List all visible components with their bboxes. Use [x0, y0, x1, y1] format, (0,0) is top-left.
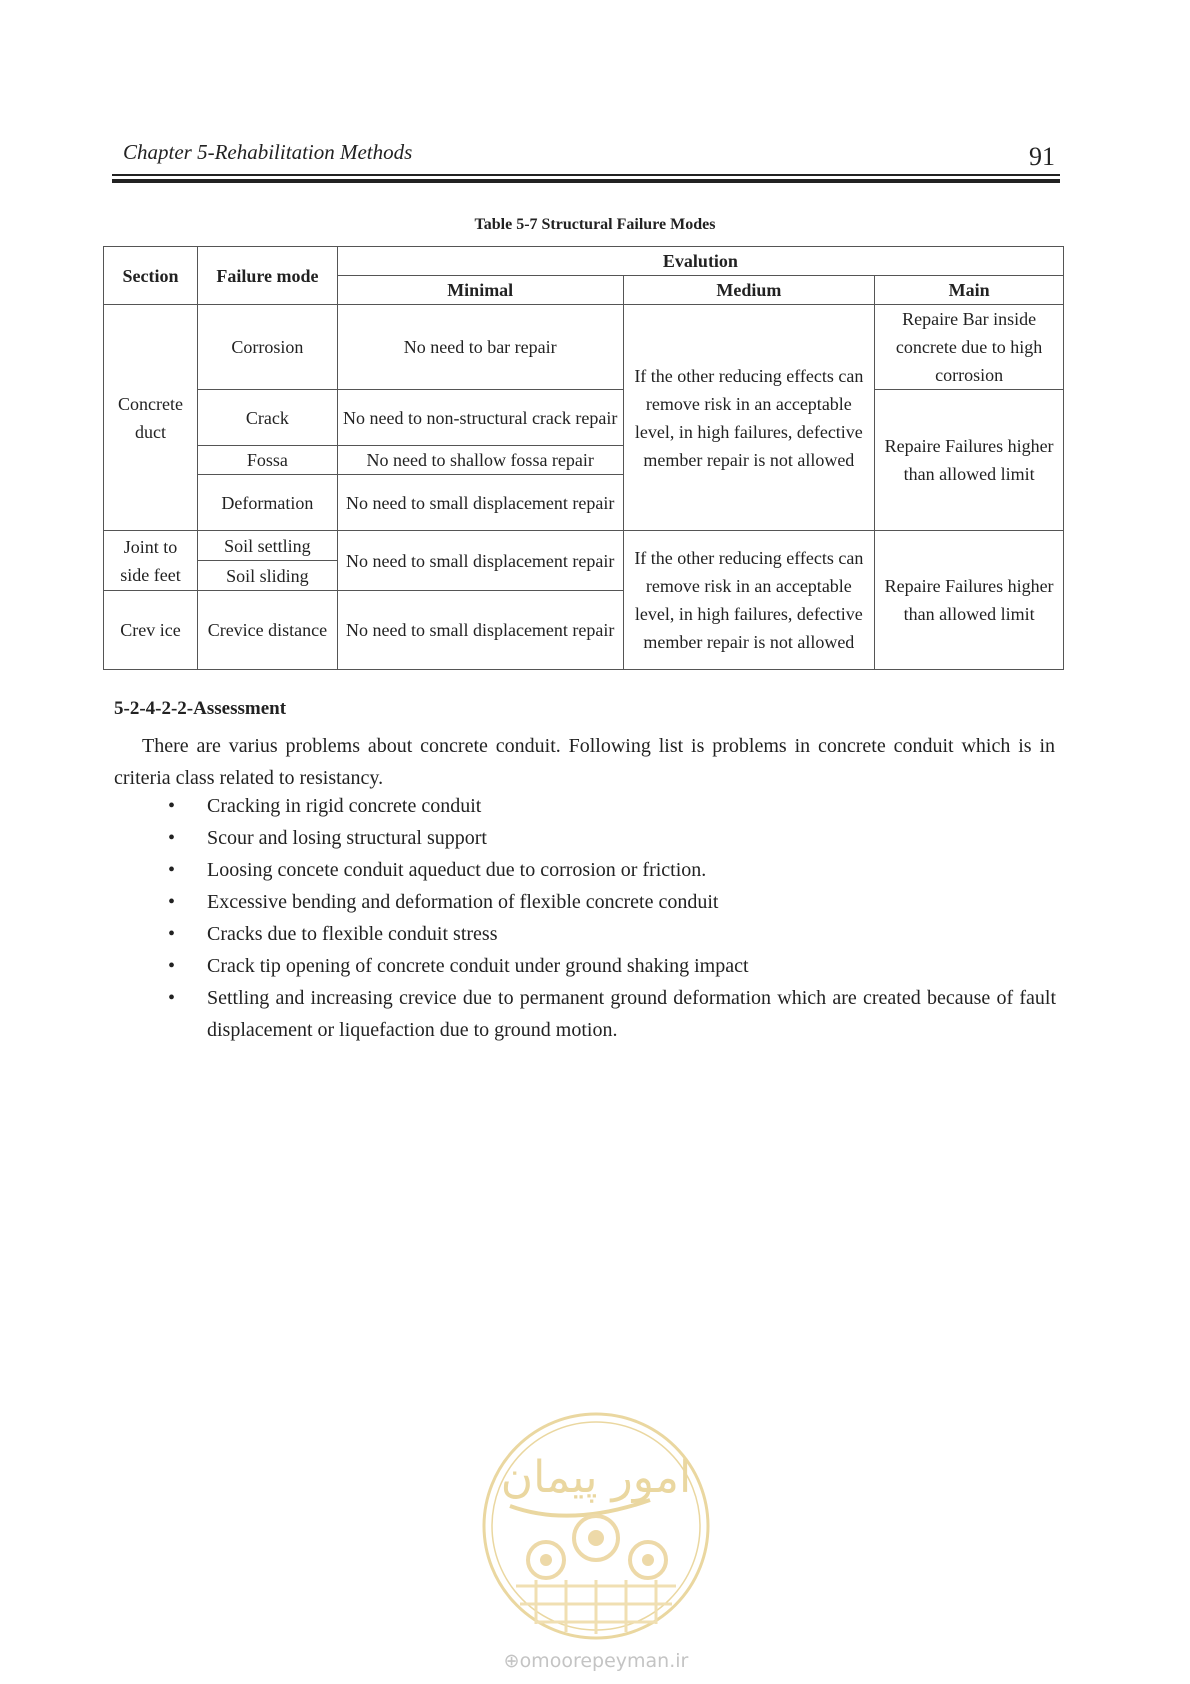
failure-modes-table: [103, 246, 1064, 670]
main-lower: Repaire Failures higher than allowed limit: [875, 531, 1064, 670]
seal-logo-text: امور پیمان: [500, 1452, 692, 1503]
mode-fossa: Fossa: [197, 446, 337, 475]
list-item-text: Cracks due to flexible conduit stress: [207, 923, 498, 945]
header-section: Section: [104, 247, 198, 305]
bullet-icon: •: [168, 923, 176, 945]
chapter-title: Chapter 5-Rehabilitation Methods: [123, 140, 413, 164]
list-item: [168, 886, 1056, 918]
header-rule-thick: [112, 179, 1060, 183]
list-item-text: Scour and losing structural support: [207, 827, 487, 849]
mode-crack: Crack: [197, 390, 337, 446]
assessment-heading: 5-2-4-2-2-Assessment: [114, 698, 287, 719]
mode-deformation: Deformation: [197, 475, 337, 531]
list-item-text: Settling and increasing crevice due to permanent ground deformation which are created because of fault displacement or liquefaction due to ground motion.: [207, 987, 1056, 1041]
watermark-site: [490, 1650, 702, 1672]
mode-soil-settling: Soil settling: [197, 531, 337, 561]
bullet-icon: •: [168, 859, 176, 881]
minimal-fossa: No need to shallow fossa repair: [337, 446, 623, 475]
mode-soil-sliding: Soil sliding: [197, 561, 337, 591]
list-item: [168, 854, 1056, 886]
header-evaluation: Evalution: [337, 247, 1063, 276]
page-header: [115, 138, 1055, 178]
watermark-site-text: omoorepeyman.ir: [519, 1650, 689, 1672]
bullet-icon: •: [168, 891, 176, 913]
list-item-text: Crack tip opening of concrete conduit under ground shaking impact: [207, 955, 749, 977]
bullet-icon: •: [168, 827, 176, 849]
section-crevice: Crev ice: [104, 591, 198, 670]
main-corrosion: Repaire Bar inside concrete due to high corrosion: [875, 305, 1064, 390]
mode-corrosion: Corrosion: [197, 305, 337, 390]
minimal-corrosion: No need to bar repair: [337, 305, 623, 390]
list-item-text: Loosing concete conduit aqueduct due to corrosion or friction.: [207, 859, 707, 881]
list-item-text: Cracking in rigid concrete conduit: [207, 795, 482, 817]
table-caption: Table 5-7 Structural Failure Modes: [474, 216, 716, 233]
mode-crevice-distance: Crevice distance: [197, 591, 337, 670]
list-item: [168, 790, 1056, 822]
page-number: 91: [1029, 142, 1055, 171]
main-concrete-duct-other: Repaire Failures higher than allowed limit: [875, 390, 1064, 531]
list-item-text: Excessive bending and deformation of flexible concrete conduit: [207, 891, 719, 913]
bullet-icon: •: [168, 987, 176, 1009]
header-rule-thin: [112, 174, 1060, 176]
list-item: [168, 918, 1056, 950]
header-failure-mode: Failure mode: [197, 247, 337, 305]
minimal-deformation: No need to small displacement repair: [337, 475, 623, 531]
assessment-intro: There are varius problems about concrete conduit. Following list is problems in concrete conduit which is in criteria class related to resistancy.: [114, 735, 1055, 789]
globe-icon: ⊕: [503, 1650, 520, 1672]
section-joint: Joint to side feet: [104, 531, 198, 591]
bullet-icon: •: [168, 795, 176, 817]
header-minimal: Minimal: [337, 276, 623, 305]
list-item: [168, 822, 1056, 854]
bullet-icon: •: [168, 955, 176, 977]
section-concrete-duct: Concrete duct: [104, 305, 198, 531]
medium-concrete-duct: If the other reducing effects can remove risk in an acceptable level, in high failures, defective member repair is not allowed: [623, 305, 875, 531]
list-item: [168, 982, 1056, 1046]
problem-list: [168, 790, 1056, 1046]
header-main: Main: [875, 276, 1064, 305]
list-item: [168, 950, 1056, 982]
minimal-joint: No need to small displacement repair: [337, 531, 623, 591]
minimal-crack: No need to non-structural crack repair: [337, 390, 623, 446]
header-medium: Medium: [623, 276, 875, 305]
medium-lower: If the other reducing effects can remove risk in an acceptable level, in high failures, defective member repair is not allowed: [623, 531, 875, 670]
watermark-seal-icon: [480, 1410, 712, 1642]
minimal-crevice: No need to small displacement repair: [337, 591, 623, 670]
